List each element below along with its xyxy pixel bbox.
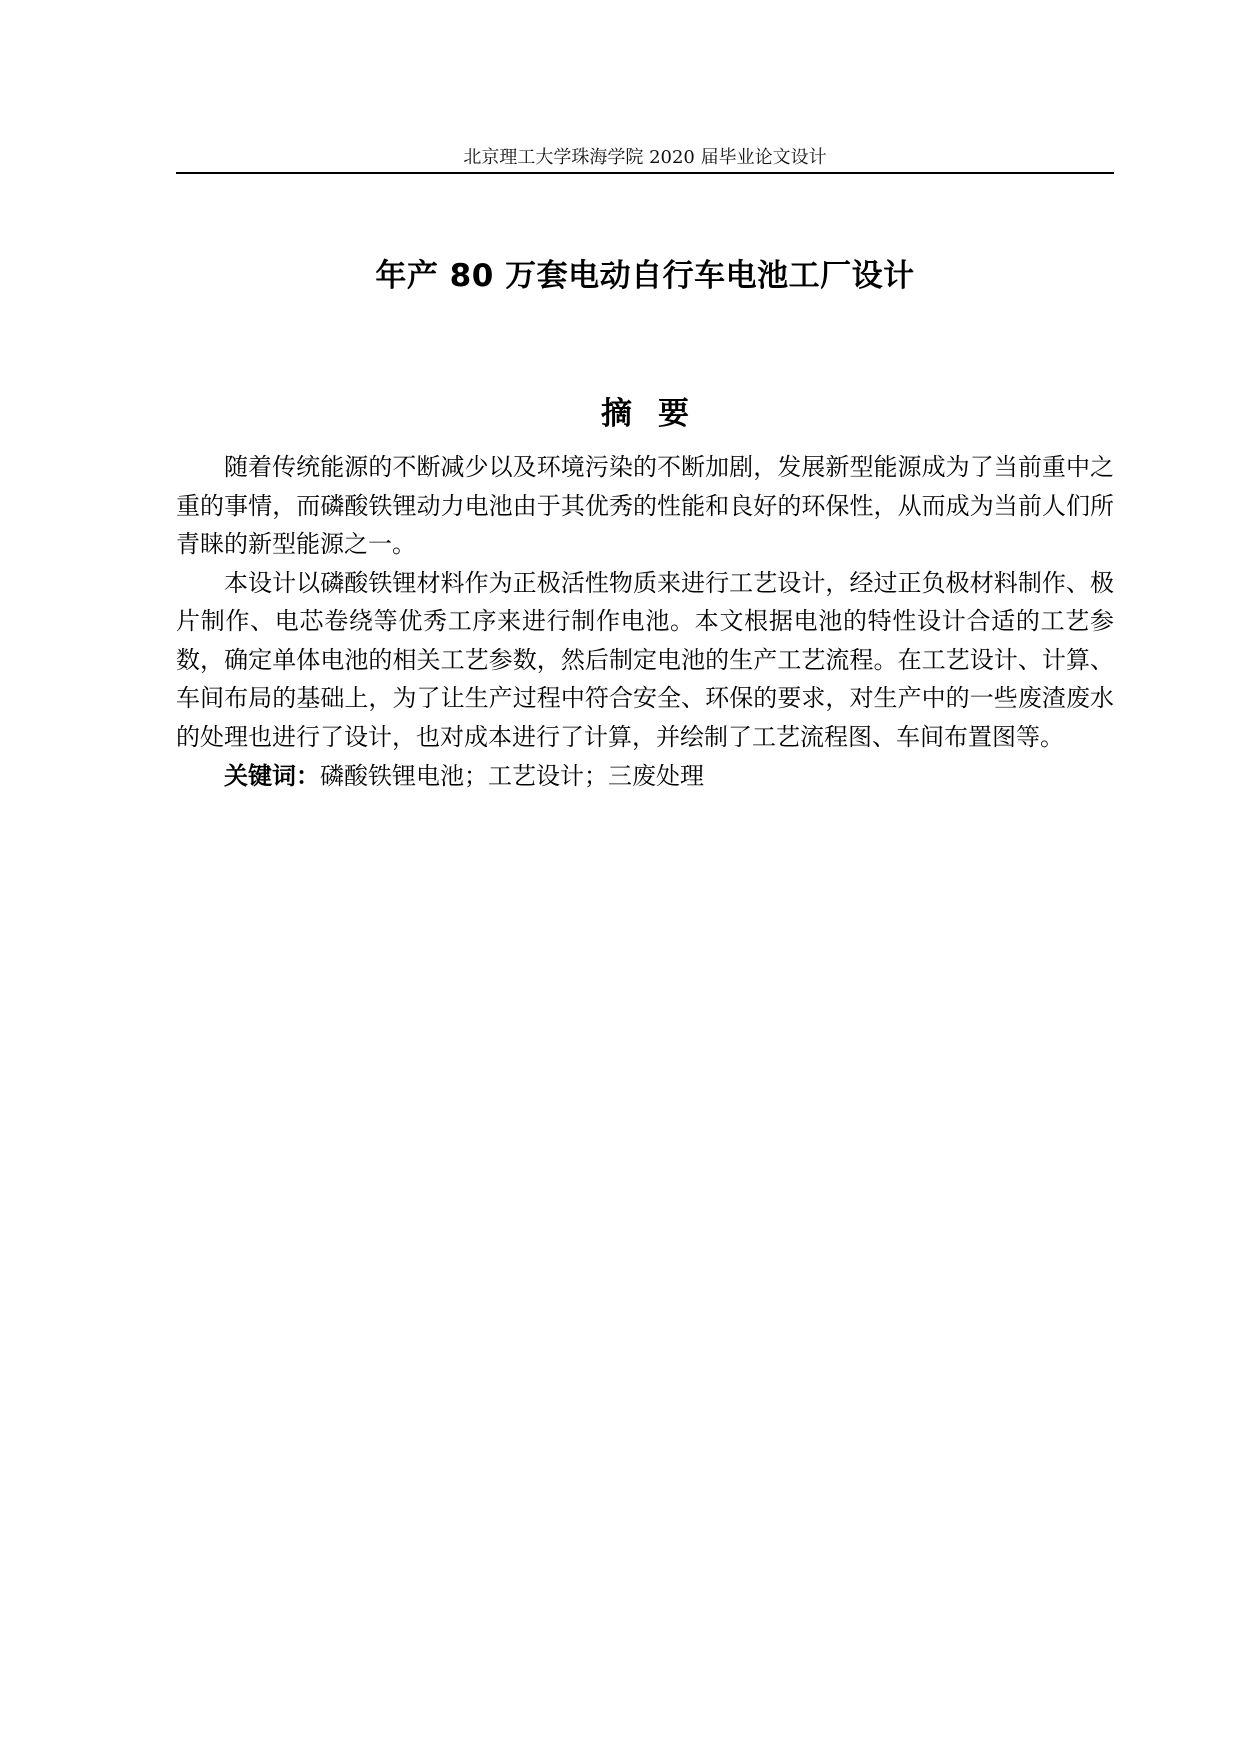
header-rule <box>176 172 1114 174</box>
keywords-label: 关键词： <box>224 762 320 790</box>
abstract-paragraph-2: 本设计以磷酸铁锂材料作为正极活性物质来进行工艺设计，经过正负极材料制作、极片制作、电芯卷绕等优秀工序来进行制作电池。本文根据电池的特性设计合适的工艺参数，确定单体电池的相关工艺参数，然后制定电池的生产工艺流程。在工艺设计、计算、车间布局的基础上，为了让生产过程中符合安全、环保的要求，对生产中的一些废渣废水的处理也进行了设计，也对成本进行了计算，并绘制了工艺流程图、车间布置图等。 <box>176 568 1114 751</box>
keywords-value: 磷酸铁锂电池；工艺设计；三废处理 <box>320 762 704 790</box>
thesis-title: 年产 80 万套电动自行车电池工厂设计 <box>375 258 915 294</box>
running-header: 北京理工大学珠海学院 2020 届毕业论文设计 <box>463 147 827 168</box>
abstract-heading: 摘要 <box>601 396 715 432</box>
abstract-paragraph-1: 随着传统能源的不断减少以及环境污染的不断加剧，发展新型能源成为了当前重中之重的事情，而磷酸铁锂动力电池由于其优秀的性能和良好的环保性，从而成为当前人们所青睐的新型能源之一。 <box>176 453 1114 558</box>
keywords-line <box>176 757 1114 796</box>
abstract-body <box>176 448 1114 796</box>
